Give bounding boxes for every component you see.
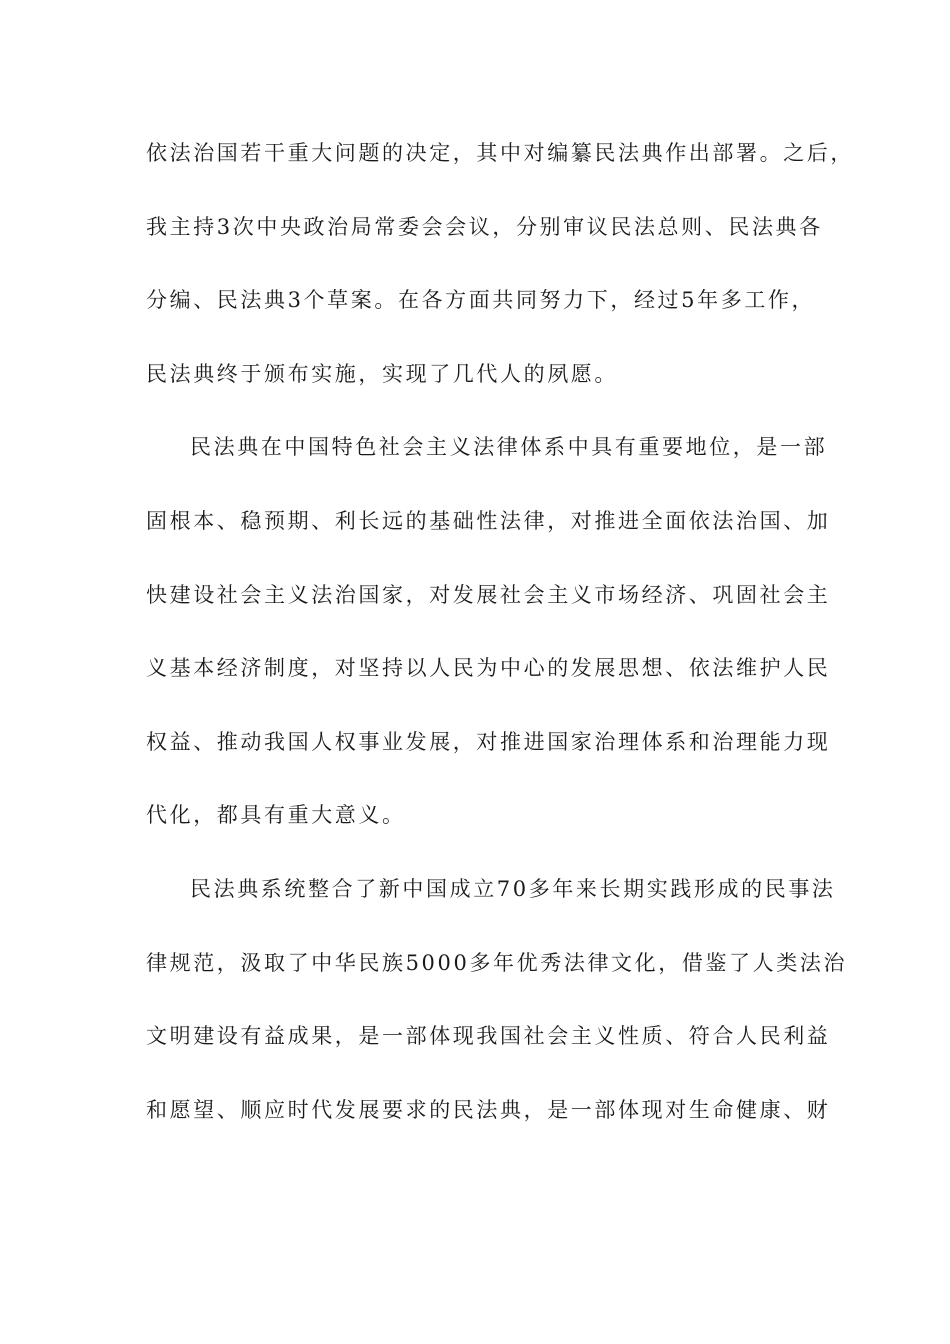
text-line: 和愿望、顺应时代发展要求的民法典，是一部体现对生命健康、财 [146, 1097, 831, 1122]
text-line: 民法典系统整合了新中国成立70多年来长期实践形成的民事法 [190, 876, 836, 901]
text-line: 快建设社会主义法治国家，对发展社会主义市场经济、巩固社会主 [146, 582, 831, 607]
text-line: 义基本经济制度，对坚持以人民为中心的发展思想、依法维护人民 [146, 656, 831, 681]
text-line: 代化，都具有重大意义。 [146, 803, 406, 828]
text-line: 我主持3次中央政治局常委会会议，分别审议民法总则、民法典各 [146, 214, 823, 239]
paragraph-2 [146, 428, 831, 870]
paragraph-3 [146, 870, 848, 1164]
text-line: 固根本、稳预期、利长远的基础性法律，对推进全面依法治国、加 [146, 508, 831, 533]
text-line: 民法典在中国特色社会主义法律体系中具有重要地位，是一部 [190, 435, 828, 460]
document-body [146, 134, 854, 1164]
text-line: 民法典终于颁布实施，实现了几代人的夙愿。 [146, 361, 618, 386]
paragraph-1 [146, 134, 854, 428]
text-line: 依法治国若干重大问题的决定，其中对编纂民法典作出部署。之后， [146, 141, 854, 165]
text-line: 分编、民法典3个草案。在各方面共同努力下，经过5年多工作， [146, 288, 816, 313]
text-line: 权益、推动我国人权事业发展，对推进国家治理体系和治理能力现 [146, 729, 831, 754]
text-line: 律规范，汲取了中华民族5000多年优秀法律文化，借鉴了人类法治 [146, 950, 848, 975]
text-line: 文明建设有益成果，是一部体现我国社会主义性质、符合人民利益 [146, 1024, 831, 1049]
